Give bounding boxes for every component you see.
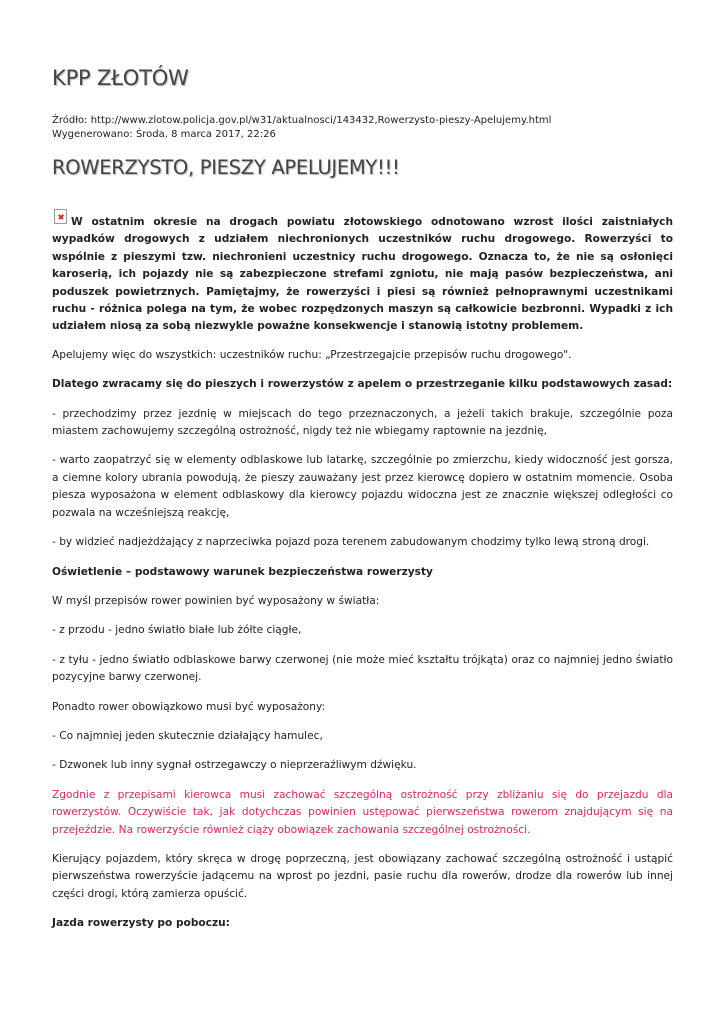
turning-paragraph: Kierujący pojazdem, który skręca w drogę poprzeczną, jest obowiązany zachować szczególną ostrożność i ustąpić pierwszeństwa rowerzyście jadącemu na wprost po jezdni, pasie ruchu dla rowerów, drodze dla rowerów lub innej części drogi, którą zamierza opuścić.: [52, 852, 673, 900]
broken-image-icon: [54, 209, 67, 224]
rules-heading: Dlatego zwracamy się do pieszych i rowerzystów z apelem o przestrzeganie kilku podstawowych zasad:: [52, 378, 673, 391]
source-line: Źródło: http://www.zlotow.policja.gov.pl/w31/aktualnosci/143432,Rowerzysto-pieszy-Apelujemy.html: [52, 115, 552, 126]
document-meta: [52, 114, 551, 142]
site-title: KPP ZŁOTÓW: [52, 66, 189, 90]
lead-paragraph: [52, 209, 673, 336]
rule-crossing: - przechodzimy przez jezdnię w miejscach do tego przeznaczonych, a jeżeli takich brakuje, szczególnie poza miastem zachowujemy szczególną ostrożność, nigdy też nie wbiegamy raptownie na jezdnię,: [52, 407, 673, 438]
lighting-heading: Oświetlenie – podstawowy warunek bezpieczeństwa rowerzysty: [52, 565, 433, 578]
article-content: [52, 209, 673, 945]
generated-line: Wygenerowano: Środa, 8 marca 2017, 22:26: [52, 129, 276, 140]
article-title: ROWERZYSTO, PIESZY APELUJEMY!!!: [52, 156, 400, 179]
lead-text: W ostatnim okresie na drogach powiatu złotowskiego odnotowano wzrost ilości zaistniałych wypadków drogowych z udziałem niechronionych uczestników ruchu drogowego. Rowerzyści to wspólnie z pieszymi tzw. niechronieni uczestnicy ruchu drogowego. Oznacza to, że nie są osłonięci karoserią, ich pojazdy nie są zabezpieczone strefami zgniotu, nie mają pasów bezpieczeństwa, ani poduszek powietrznych. Pamiętajmy, że rowerzyści i piesi są również pełnoprawnymi uczestnikami ruchu - różnica polega na tym, że wobec rozpędzonych maszyn są całkowicie bezbronni. Wypadki z ich udziałem niosą za sobą niezwykle poważne konsekwencje i stanowią istotny problemem.: [52, 216, 673, 333]
equipment-intro: Ponadto rower obowiązkowo musi być wyposażony:: [52, 700, 326, 713]
appeal-paragraph: Apelujemy więc do wszystkich: uczestników ruchu: „Przestrzegajcie przepisów ruchu drogowego".: [52, 348, 572, 361]
highlight-paragraph: Zgodnie z przepisami kierowca musi zachować szczególną ostrożność przy zbliżaniu się do przejazdu dla rowerzystów. Oczywiście tak, jak dotychczas powinien ustępować pierwszeństwa rowerom znajdującym się na przejeździe. Na rowerzyście również ciąży obowiązek zachowania szczególnej ostrożności.: [52, 788, 673, 836]
rule-left-side: - by widzieć nadjeżdżający z naprzeciwka pojazd poza terenem zabudowanym chodzimy tylko lewą stroną drogi.: [52, 536, 650, 549]
lighting-rear: - z tyłu - jedno światło odblaskowe barwy czerwonej (nie może mieć kształtu trójkąta) oraz co najmniej jedno światło pozycyjne barwy czerwonej.: [52, 653, 673, 684]
rule-reflective: - warto zaopatrzyć się w elementy odblaskowe lub latarkę, szczególnie po zmierzchu, kiedy widoczność jest gorsza, a ciemne kolory ubrania powodują, że pieszy zauważany jest przez kierowcę dopiero w ostatnim momencie. Osoba piesza wyposażona w element odblaskowy dla kierowcy pojazdu widoczna jest ze znacznie większej odległości co pozwala na wcześniejszą reakcję,: [52, 454, 673, 519]
lighting-intro: W myśl przepisów rower powinien być wyposażony w światła:: [52, 594, 380, 607]
lighting-front: - z przodu - jedno światło białe lub żółte ciągłe,: [52, 624, 302, 637]
equipment-brake: - Co najmniej jeden skutecznie działający hamulec,: [52, 729, 323, 742]
equipment-bell: - Dzwonek lub inny sygnał ostrzegawczy o nieprzeraźliwym dźwięku.: [52, 759, 417, 772]
shoulder-heading: Jazda rowerzysty po poboczu:: [52, 917, 230, 930]
